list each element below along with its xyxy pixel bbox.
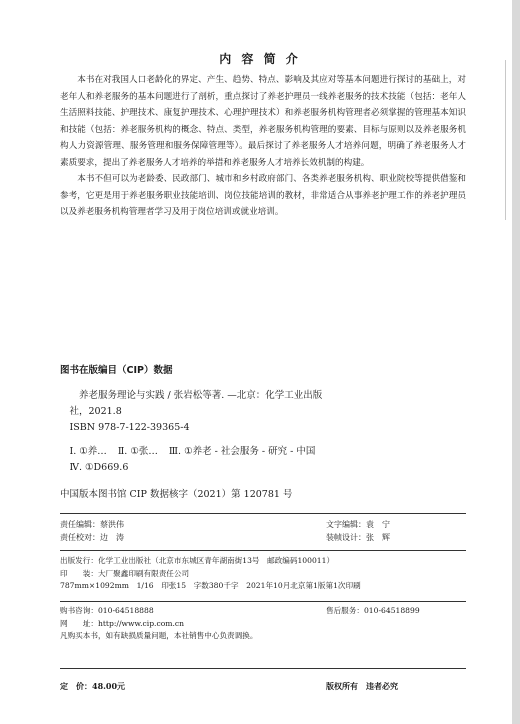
service-phone: 售后服务：010-64518899 bbox=[326, 606, 420, 615]
price-row bbox=[60, 681, 466, 692]
purchase-phone: 购书咨询：010-64518888 bbox=[60, 606, 154, 615]
intro-paragraph-2: 本书不但可以为老龄委、民政部门、城市和乡村政府部门、各类养老服务机构、职业院校等提供借鉴和参考，它更是用于养老服务职业技能培训、岗位技能培训的教材，非常适合从事养老护理工作的养老护理员以及养老服务机构管理者学习及用于岗位培训或就业培训。 bbox=[60, 174, 466, 217]
cip-record-number: 中国版本图书馆 CIP 数据核字（2021）第 120781 号 bbox=[60, 489, 293, 500]
specs-line: 787mm×1092mm 1/16 印张15 字数380千字 2021年10月北京第1版第1次印刷 bbox=[60, 581, 361, 590]
divider-lower bbox=[60, 601, 466, 602]
cip-heading: 图书在版编目（CIP）数据 bbox=[60, 365, 173, 376]
cip-title-line: 养老服务理论与实践 / 张岩松等著. —北京：化学工业出版 bbox=[79, 390, 323, 401]
editor-label: 责任编辑： bbox=[60, 520, 100, 529]
cip-title-line-2: 社，2021.8 bbox=[69, 406, 122, 417]
staff-credits bbox=[60, 518, 466, 544]
cip-class-2: Ⅱ. ①张… bbox=[117, 446, 158, 457]
divider-middle bbox=[60, 550, 466, 551]
page-edge-bar bbox=[512, 0, 520, 724]
divider-bottom bbox=[60, 668, 466, 669]
page-edge-tick bbox=[505, 60, 512, 220]
cip-class-3: Ⅲ. ①养老 - 社会服务 - 研究 - 中国 bbox=[168, 446, 316, 457]
proof-label: 责任校对： bbox=[60, 533, 100, 542]
intro-title: 内 容 简 介 bbox=[219, 52, 301, 66]
editor-name: 蔡洪伟 bbox=[100, 520, 124, 529]
designer-label: 装帧设计： bbox=[326, 533, 366, 542]
cip-isbn: ISBN 978-7-122-39365-4 bbox=[69, 422, 190, 433]
staff-row-2 bbox=[60, 531, 466, 544]
divider-top bbox=[60, 513, 466, 514]
cip-data bbox=[60, 388, 360, 476]
cip-class-1: Ⅰ. ①养… bbox=[69, 446, 107, 457]
rights-notice: 版权所有 违者必究 bbox=[326, 681, 398, 691]
price-label: 定 价：48.00元 bbox=[60, 681, 126, 691]
publisher-line: 出版发行：化学工业出版社（北京市东城区青年湖南街13号 邮政编码100011） bbox=[60, 556, 335, 565]
text-editor-label: 文字编辑： bbox=[326, 520, 366, 529]
printer-line: 印 装：大厂聚鑫印刷有限责任公司 bbox=[60, 568, 190, 578]
text-editor-name: 袁 宁 bbox=[366, 520, 390, 529]
publication-info bbox=[60, 555, 466, 593]
staff-row-1 bbox=[60, 518, 466, 531]
designer-name: 张 辉 bbox=[366, 533, 390, 542]
return-notice: 凡购买本书，如有缺损质量问题，本社销售中心负责调换。 bbox=[60, 631, 258, 640]
cip-class-4: Ⅳ. ①D669.6 bbox=[69, 462, 129, 473]
intro-text bbox=[60, 72, 466, 221]
proof-name: 边 涛 bbox=[100, 533, 124, 542]
intro-paragraph-1: 本书在对我国人口老龄化的界定、产生、趋势、特点、影响及其应对等基本问题进行探讨的基础上，对老年人和养老服务的基本问题进行了剖析，重点探讨了养老护理员一线养老服务的技术技能（包括：老年人生活照料技能、护理技术、康复护理技术、心理护理技术）和养老服务机构管理者必须掌握的管理基本知识和技能（包括：养老服务机构的概念、特点、类型，养老服务机构管理的要素、目标与原则以及养老服务机构人力资源管理、服务管理和服务保障管理等）。最后探讨了养老服务人才培养问题，明确了养老服务人才素质要求，提出了养老服务人才培养的举措和养老服务人才培养长效机制的构建。 bbox=[60, 75, 466, 168]
cip-classification bbox=[60, 444, 360, 460]
contact-row bbox=[60, 605, 466, 618]
sales-info bbox=[60, 605, 466, 643]
website-line: 网 址：http://www.cip.com.cn bbox=[60, 618, 185, 628]
